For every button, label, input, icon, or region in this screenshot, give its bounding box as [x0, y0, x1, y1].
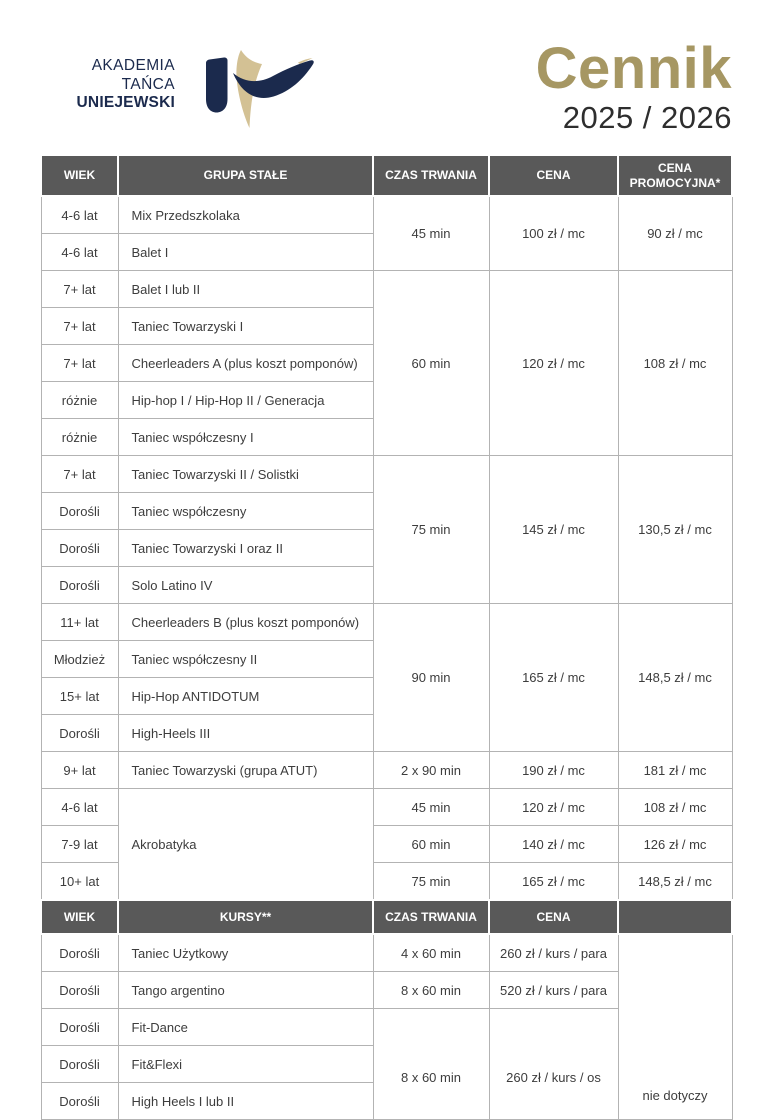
age-cell: Dorośli	[41, 1009, 118, 1046]
group-name-cell: Fit-Dance	[118, 1009, 373, 1046]
duration-cell: 45 min	[373, 196, 489, 271]
price-cell: 260 zł / kurs / os	[489, 1009, 618, 1120]
duration-cell: 90 min	[373, 604, 489, 752]
column-header: GRUPA STAŁE	[118, 155, 373, 196]
column-header: WIEK	[41, 155, 118, 196]
duration-cell: 75 min	[373, 863, 489, 901]
table-row	[41, 271, 732, 308]
column-header: CENA	[489, 155, 618, 196]
age-cell: Dorośli	[41, 715, 118, 752]
age-cell: 10+ lat	[41, 863, 118, 901]
age-cell: 11+ lat	[41, 604, 118, 641]
academy-logo-icon	[196, 40, 316, 140]
header-row-section_kursy	[41, 900, 732, 934]
season-label: 2025 / 2026	[562, 100, 732, 135]
table-row	[41, 789, 732, 826]
page-title: Cennik	[535, 36, 732, 101]
age-cell: 7-9 lat	[41, 826, 118, 863]
group-name-cell: Taniec Towarzyski (grupa ATUT)	[118, 752, 373, 789]
group-name-cell: High Heels I lub II	[118, 1083, 373, 1120]
column-header: CZAS TRWANIA	[373, 155, 489, 196]
duration-cell: 2 x 90 min	[373, 752, 489, 789]
column-header: WIEK	[41, 900, 118, 934]
group-name-cell: Taniec Towarzyski II / Solistki	[118, 456, 373, 493]
age-cell: Dorośli	[41, 567, 118, 604]
group-name-cell: Taniec współczesny II	[118, 641, 373, 678]
duration-cell: 4 x 60 min	[373, 934, 489, 972]
duration-cell: 8 x 60 min	[373, 1009, 489, 1120]
age-cell: różnie	[41, 382, 118, 419]
price-cell: 520 zł / kurs / para	[489, 972, 618, 1009]
brand	[58, 57, 175, 113]
promo-price-cell: 181 zł / mc	[618, 752, 732, 789]
group-name-cell: Taniec współczesny	[118, 493, 373, 530]
price-table	[40, 154, 733, 1120]
group-name-cell: Cheerleaders B (plus koszt pomponów)	[118, 604, 373, 641]
age-cell: 4-6 lat	[41, 234, 118, 271]
age-cell: 7+ lat	[41, 456, 118, 493]
group-name-cell: Taniec Towarzyski I oraz II	[118, 530, 373, 567]
price-cell: 120 zł / mc	[489, 789, 618, 826]
promo-price-cell: 108 zł / mc	[618, 789, 732, 826]
duration-cell: 75 min	[373, 456, 489, 604]
price-cell: 140 zł / mc	[489, 826, 618, 863]
price-cell: 190 zł / mc	[489, 752, 618, 789]
price-cell: 100 zł / mc	[489, 196, 618, 271]
column-header: KURSY**	[118, 900, 373, 934]
age-cell: Dorośli	[41, 934, 118, 972]
brand-line-tanca: TAŃCA	[121, 75, 175, 93]
promo-price-cell: 126 zł / mc	[618, 826, 732, 863]
column-header: CZAS TRWANIA	[373, 900, 489, 934]
column-header: CENA	[489, 900, 618, 934]
price-cell: 260 zł / kurs / para	[489, 934, 618, 972]
age-cell: 4-6 lat	[41, 196, 118, 234]
brand-line-uniejewski: UNIEJEWSKI	[76, 94, 175, 111]
brand-line-akademia: AKADEMIA	[91, 57, 175, 74]
table-row	[41, 604, 732, 641]
table-row	[41, 456, 732, 493]
column-header: CENA PROMOCYJNA*	[618, 155, 732, 196]
group-name-cell: Taniec Użytkowy	[118, 934, 373, 972]
table-row	[41, 934, 732, 972]
age-cell: 7+ lat	[41, 345, 118, 382]
group-name-cell: Solo Latino IV	[118, 567, 373, 604]
group-name-cell: Tango argentino	[118, 972, 373, 1009]
group-name-cell: Cheerleaders A (plus koszt pomponów)	[118, 345, 373, 382]
age-cell: Dorośli	[41, 1046, 118, 1083]
age-cell: Dorośli	[41, 530, 118, 567]
duration-cell: 45 min	[373, 789, 489, 826]
duration-cell: 60 min	[373, 271, 489, 456]
age-cell: 4-6 lat	[41, 789, 118, 826]
promo-price-cell: 148,5 zł / mc	[618, 863, 732, 901]
group-name-cell: Akrobatyka	[118, 789, 373, 901]
age-cell: Dorośli	[41, 972, 118, 1009]
age-cell: Dorośli	[41, 1083, 118, 1120]
age-cell: Dorośli	[41, 493, 118, 530]
table-row	[41, 752, 732, 789]
title-block	[536, 38, 732, 135]
group-name-cell: Fit&Flexi	[118, 1046, 373, 1083]
group-name-cell: Taniec Towarzyski I	[118, 308, 373, 345]
age-cell: 9+ lat	[41, 752, 118, 789]
duration-cell: 8 x 60 min	[373, 972, 489, 1009]
duration-cell: 60 min	[373, 826, 489, 863]
promo-price-cell: 130,5 zł / mc	[618, 456, 732, 604]
age-cell: różnie	[41, 419, 118, 456]
promo-price-cell: nie dotyczy	[618, 934, 732, 1120]
price-cell: 120 zł / mc	[489, 271, 618, 456]
promo-price-cell: 108 zł / mc	[618, 271, 732, 456]
column-header	[618, 900, 732, 934]
promo-price-cell: 90 zł / mc	[618, 196, 732, 271]
group-name-cell: Mix Przedszkolaka	[118, 196, 373, 234]
table-row	[41, 196, 732, 234]
price-cell: 145 zł / mc	[489, 456, 618, 604]
group-name-cell: Hip-hop I / Hip-Hop II / Generacja	[118, 382, 373, 419]
group-name-cell: Hip-Hop ANTIDOTUM	[118, 678, 373, 715]
age-cell: Młodzież	[41, 641, 118, 678]
price-cell: 165 zł / mc	[489, 863, 618, 901]
age-cell: 15+ lat	[41, 678, 118, 715]
age-cell: 7+ lat	[41, 308, 118, 345]
price-cell: 165 zł / mc	[489, 604, 618, 752]
age-cell: 7+ lat	[41, 271, 118, 308]
group-name-cell: High-Heels III	[118, 715, 373, 752]
header-row-section_stale	[41, 155, 732, 196]
group-name-cell: Balet I	[118, 234, 373, 271]
group-name-cell: Taniec współczesny I	[118, 419, 373, 456]
group-name-cell: Balet I lub II	[118, 271, 373, 308]
promo-price-cell: 148,5 zł / mc	[618, 604, 732, 752]
